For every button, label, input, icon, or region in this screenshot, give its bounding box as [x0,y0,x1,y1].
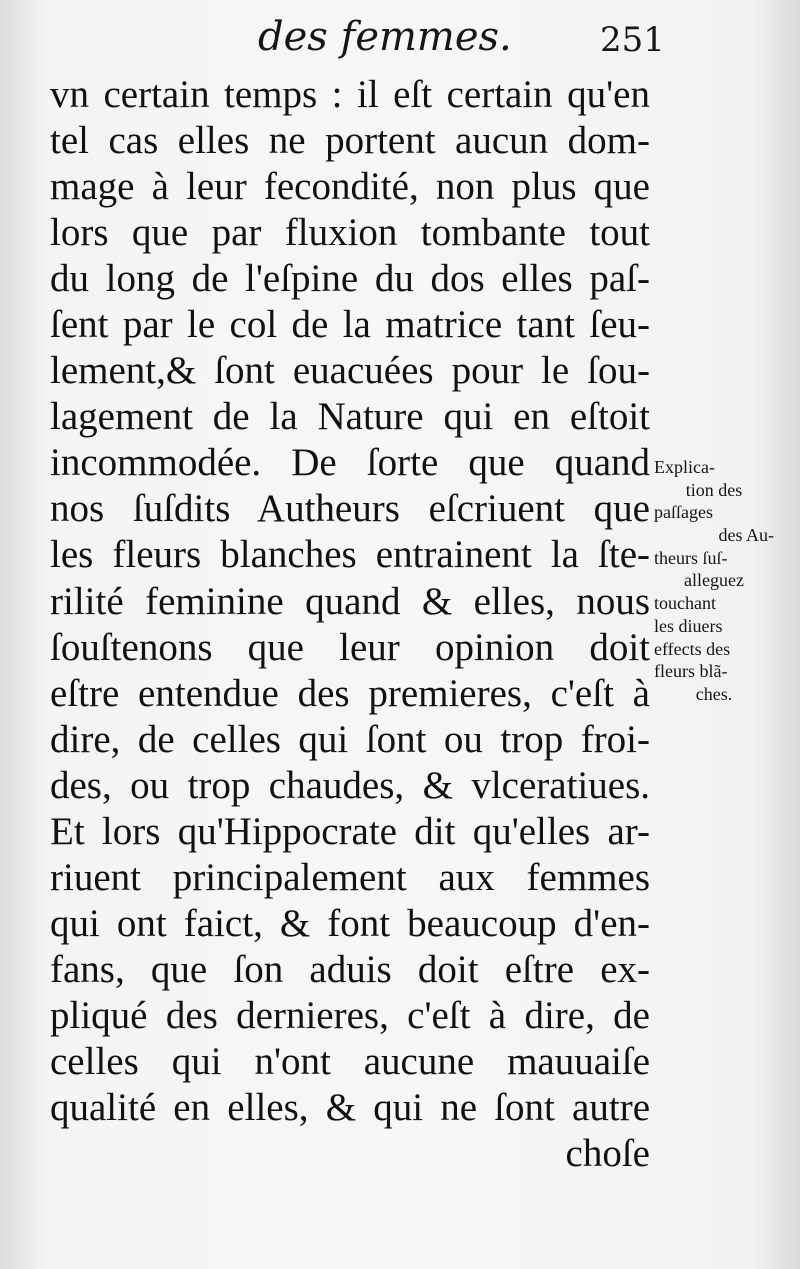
text-line: mage à leur fecondité, non plus que [50,165,650,209]
text-line: nos ſuſdits Autheurs eſcriuent que [50,487,650,531]
text-line: vn certain temps : il eſt certain qu'en [50,73,650,116]
text-line: du long de l'eſpine du dos elles paſ- [50,257,650,301]
page-number: 251 [600,20,665,60]
text-line: rilité feminine quand & elles, nous [50,579,650,623]
margin-note-line: tion des [685,479,743,500]
margin-note-line: paſſages [654,502,713,523]
margin-note-line: alleguez [684,570,744,591]
running-title: des femmes. [258,14,512,60]
text-line: riuent principalement aux femmes [50,855,650,899]
body-text [50,72,650,1177]
text-line: ſouſtenons que leur opinion doit [50,625,650,669]
text-line: qualité en elles, & qui ne ſont autre [50,1086,650,1130]
text-line: celles qui n'ont aucune mauuaiſe [50,1039,650,1083]
text-line: fans, que ſon aduis doit eſtre ex- [50,947,650,991]
margin-note [654,456,774,706]
margin-note-line: effects des [654,638,731,659]
text-line: lement,& ſont euacuées pour le ſou- [50,349,650,393]
margin-note-line: ches. [695,683,733,704]
text-line: Et lors qu'Hippocrate dit qu'elles ar- [50,809,650,853]
text-line: pliqué des dernieres, c'eſt à dire, de [50,993,650,1037]
text-line: les fleurs blanches entrainent la ſte- [50,533,650,577]
text-line: lagement de la Nature qui en eſtoit [50,395,650,439]
margin-note-line: theurs ſuſ- [654,547,728,568]
text-line: dire, de celles qui ſont ou trop froi- [50,717,650,761]
catchword: choſe [565,1132,650,1176]
margin-note-line: les diuers [654,615,723,636]
text-line: qui ont faict, & font beaucoup d'en- [50,901,650,945]
text-line: lors que par fluxion tombante tout [50,211,650,255]
text-line: ſent par le col de la matrice tant ſeu- [50,303,650,347]
margin-note-line: Explica- [654,457,715,477]
text-line: tel cas elles ne portent aucun dom- [50,119,650,163]
text-line: incommodée. De ſorte que quand [50,441,650,485]
margin-note-line: touchant [654,593,716,614]
margin-note-line: fleurs blã- [654,661,728,682]
margin-note-line: des Au- [718,525,774,546]
text-line: des, ou trop chaudes, & vlceratiues. [50,763,650,807]
text-line: eſtre entendue des premieres, c'eſt à [50,671,650,715]
